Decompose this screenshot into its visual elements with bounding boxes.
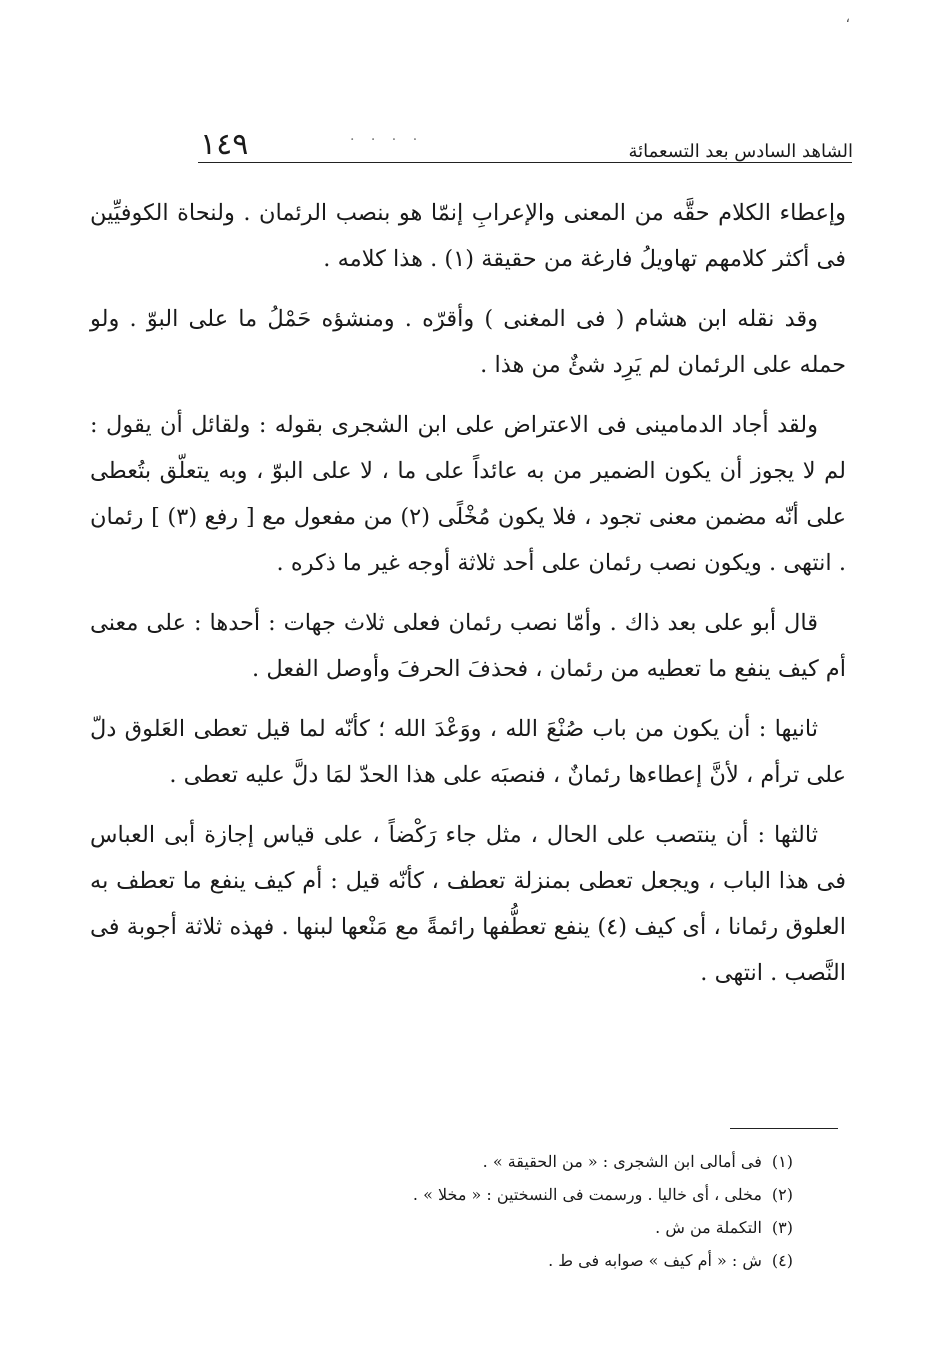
header-rule [198, 162, 852, 163]
running-head: الشاهد السادس بعد التسعمائة [628, 141, 853, 162]
footnote-mark: (١) [771, 1152, 793, 1171]
footnote-1 [90, 1145, 793, 1178]
footnote-text: ش : « أم كيف » صوابه فى ط . [548, 1251, 762, 1270]
header-dots: · · · · [350, 132, 424, 148]
footnote-2 [90, 1178, 793, 1211]
footnote-4 [90, 1244, 793, 1277]
footnote-3 [90, 1211, 793, 1244]
paragraph-6: ثالثها : أن ينتصب على الحال ، مثل جاء رَكْضاً ، على قياس إجازة أبى العباس فى هذا الباب ، ويجعل تعطى بمنزلة تعطف ، كأنّه قيل : أم كيف ينفع ما تعطف به العلوق رئمانا ، أى كيف (٤) ينفع تعطُّفها رائمةً مع مَنْعها لبنها . فهذه ثلاثة أجوبة فى النَّصب . انتهى . [90, 822, 846, 986]
footnotes [90, 1145, 793, 1277]
page-number: ١٤٩ [200, 127, 249, 162]
footnote-text: فى أمالى ابن الشجرى : « من الحقيقة » . [482, 1152, 762, 1171]
paragraph-2: وقد نقله ابن هشام ( فى المغنى ) وأقرّه . ومنشؤه حَمْلُ ما على البوّ . ولو حمله على الرئمان لم يَرِد شئٌ من هذا . [90, 306, 846, 378]
paragraph-1: وإعطاء الكلام حقَّه من المعنى والإعرابِ إنمّا هو بنصب الرئمان . ولنحاة الكوفيِّين فى أكثر كلامهم تهاويلُ فارغة من حقيقة (١) . هذا كلامه . [90, 200, 846, 272]
body-text [90, 190, 846, 1010]
footnote-mark: (٣) [771, 1218, 793, 1237]
paragraph-3: ولقد أجاد الدمامينى فى الاعتراض على ابن الشجرى بقوله : ولقائل أن يقول : لم لا يجوز أن يكون الضمير من به عائداً على ما ، لا على البوّ ، وبه يتعلّق بتُعطى على أنّه مضمن معنى تجود ، فلا يكون مُخْلًى (٢) من مفعول مع [ رفع (٣) ] رئمان . انتهى . ويكون نصب رئمان على أحد ثلاثة أوجه غير ما ذكره . [90, 412, 846, 576]
footnote-mark: (٢) [771, 1185, 793, 1204]
footnote-rule [730, 1128, 838, 1129]
corner-mark: ، [845, 10, 850, 26]
page-header [200, 122, 853, 162]
footnote-text: مخلى ، أى خاليا . ورسمت فى النسختين : « مخلا » . [412, 1185, 762, 1204]
paragraph-5: ثانيها : أن يكون من باب صُنْعَ الله ، ووَعْدَ الله ؛ كأنّه لما قيل تعطى العَلوق دلّ على ترأم ، لأنَّ إعطاءها رئمانٌ ، فنصبَه على هذا الحدّ لمَا دلَّ عليه تعطى . [90, 716, 846, 788]
footnote-mark: (٤) [771, 1251, 793, 1270]
paragraph-4: قال أبو على بعد ذاك . وأمّا نصب رئمان فعلى ثلاث جهات : أحدها : على معنى أم كيف ينفع ما تعطيه من رئمان ، فحذفَ الحرفَ وأوصل الفعل . [90, 610, 846, 682]
footnote-text: التكملة من ش . [655, 1218, 762, 1237]
